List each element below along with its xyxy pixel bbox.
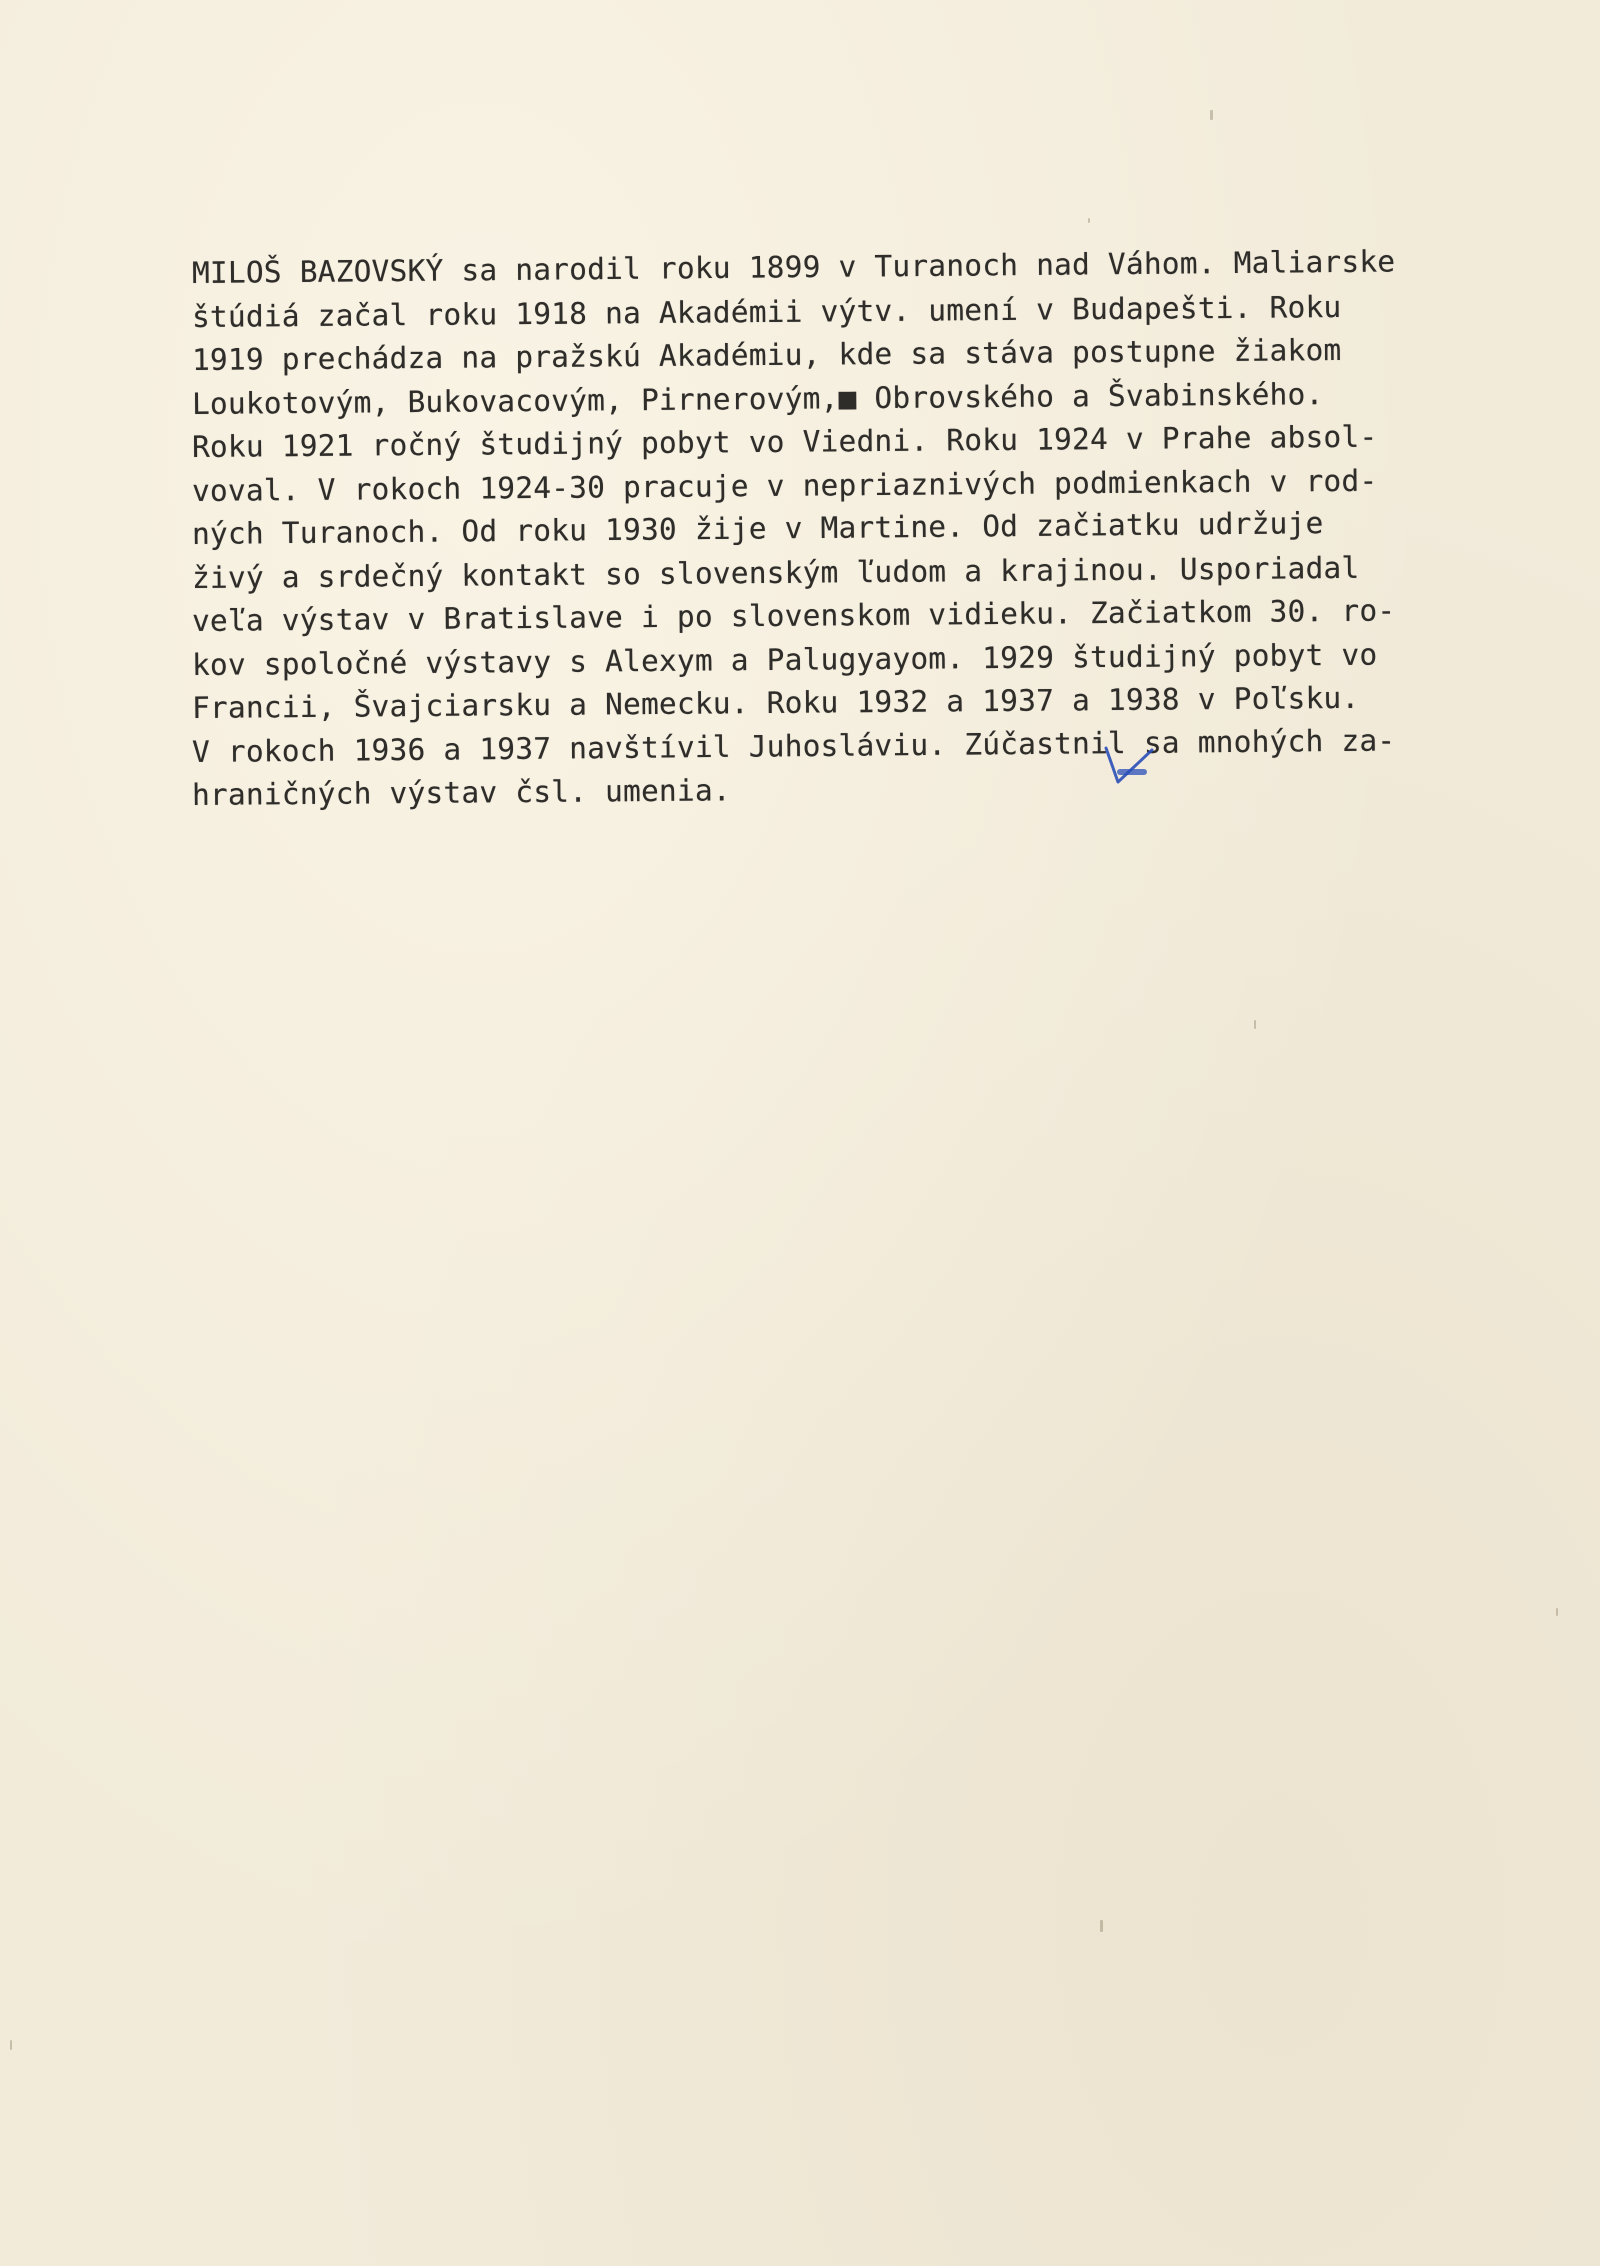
text-line: hraničných výstav čsl. umenia. xyxy=(191,773,731,812)
text-line: V rokoch 1936 a 1937 navštívil Juhosláviu. Zúčastnil sa mnohých za- xyxy=(191,722,1396,769)
paper-speck xyxy=(1254,1020,1256,1029)
text-line: kov spoločné výstavy s Alexym a Palugyayom. 1929 študijný pobyt vo xyxy=(191,637,1378,682)
text-line: štúdiá začal roku 1918 na Akadémii výtv. umení v Budapešti. Roku xyxy=(191,289,1342,334)
text-line: Francii, Švajciarsku a Nemecku. Roku 1932 a 1937 a 1938 v Poľsku. xyxy=(191,680,1360,725)
text-line: živý a srdečný kontakt so slovenským ľudom a krajinou. Usporiadal xyxy=(191,550,1360,595)
text-line: voval. V rokoch 1924-30 pracuje v nepriaznivých podmienkach v rod- xyxy=(191,463,1378,508)
text-line: Roku 1921 ročný študijný pobyt vo Viedni. Roku 1924 v Prahe absol- xyxy=(191,419,1378,464)
paper-speck xyxy=(1556,1608,1558,1616)
text-line: veľa výstav v Bratislave i po slovenskom vidieku. Začiatkom 30. ro- xyxy=(191,593,1396,638)
text-line: ných Turanoch. Od roku 1930 žije v Martine. Od začiatku udržuje xyxy=(191,506,1324,551)
text-line: MILOŠ BAZOVSKÝ sa narodil roku 1899 v Turanoch nad Váhom. Maliarske xyxy=(191,244,1396,290)
typewritten-biography xyxy=(191,244,1522,818)
handwritten-correction-mark xyxy=(1100,742,1190,794)
paper-speck xyxy=(1100,1920,1103,1932)
correction-stroke xyxy=(1106,748,1152,782)
text-line: 1919 prechádza na pražskú Akadémiu, kde sa stáva postupne žiakom xyxy=(191,332,1342,377)
paper-speck xyxy=(1088,218,1090,223)
text-line: Loukotovým, Bukovacovým, Pirnerovým,■ Obrovského a Švabinského. xyxy=(191,376,1324,421)
paper-speck xyxy=(1210,110,1213,120)
paper-speck xyxy=(10,2040,12,2050)
